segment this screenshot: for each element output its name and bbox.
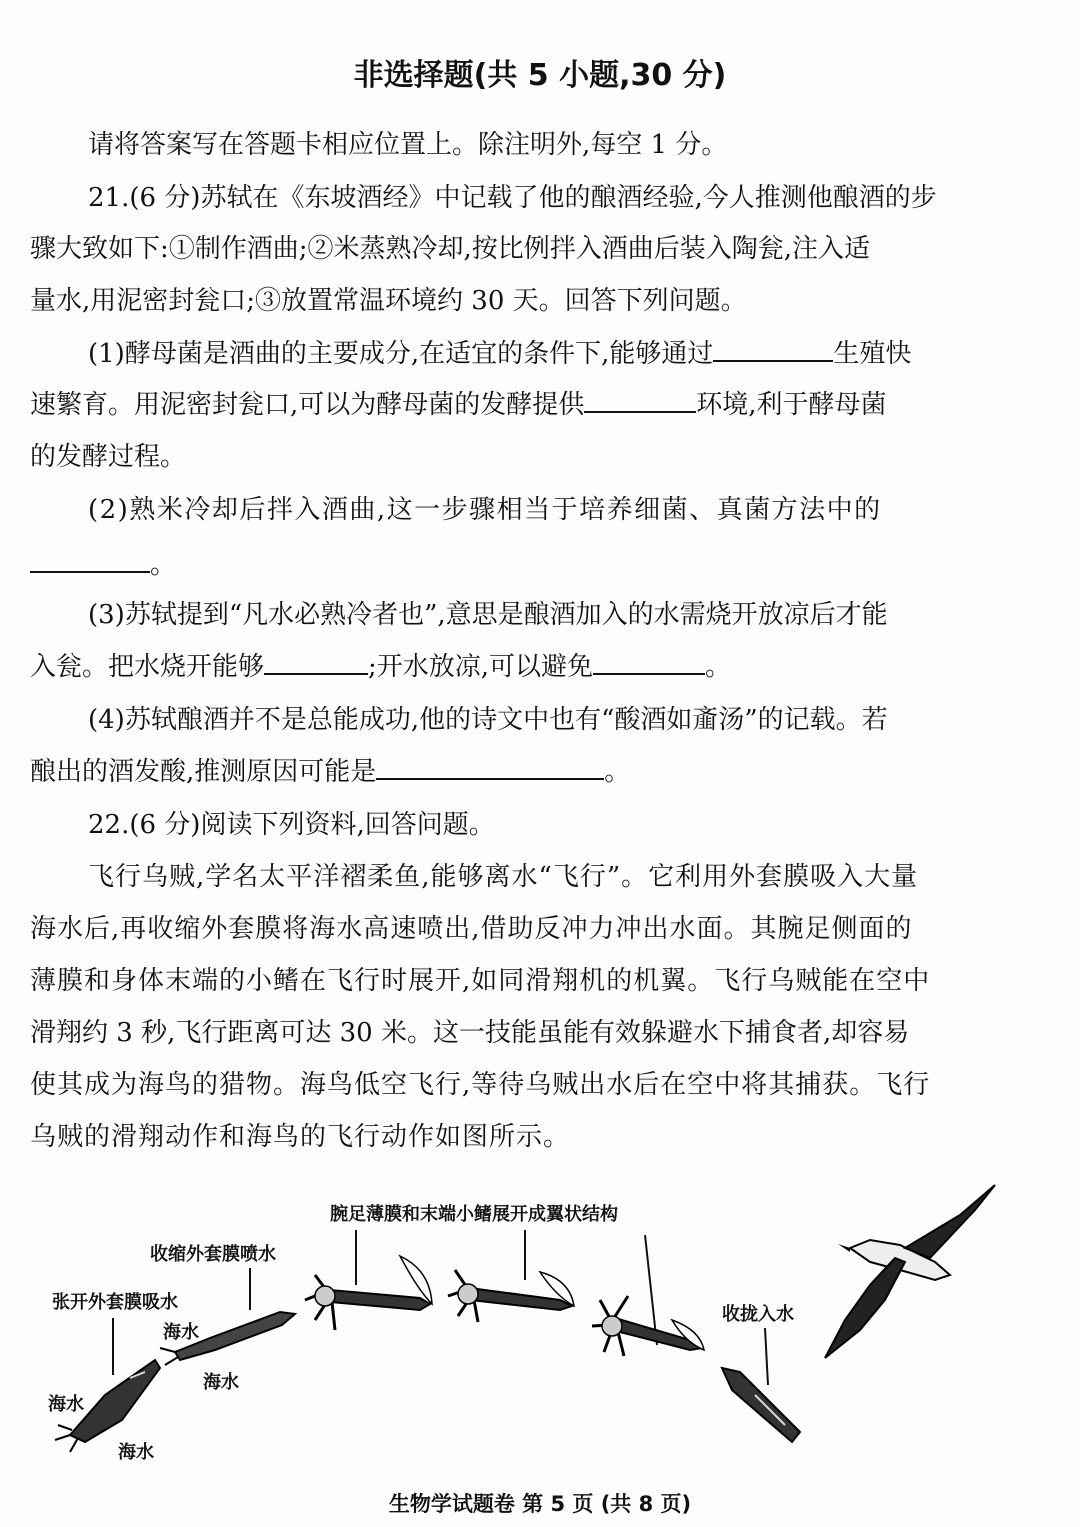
q21-part3-text-b: ;开水放凉,可以避免 xyxy=(368,652,594,682)
q21-part3-text-a: 入瓮。把水烧开能够 xyxy=(30,652,265,682)
seabird-icon xyxy=(825,1185,995,1358)
squid-gliding-icon-3 xyxy=(592,1296,704,1356)
q21-part4-line1: (4)苏轼酿酒并不是总能成功,他的诗文中也有“酸酒如齑汤”的记载。若 xyxy=(88,705,888,735)
squid-gliding-icon-1 xyxy=(305,1256,432,1330)
label-water-1: 海水 xyxy=(163,1322,199,1343)
q21-part1-text-b: 生殖快 xyxy=(833,339,912,369)
q21-line-3: 量水,用泥密封瓮口;③放置常温环境约 30 天。回答下列问题。 xyxy=(30,286,747,316)
q22-para-line-1: 飞行乌贼,学名太平洋褶柔鱼,能够离水“飞行”。它利用外套膜吸入大量 xyxy=(88,862,919,892)
squid-gliding-icon-2 xyxy=(448,1270,574,1322)
label-water-2: 海水 xyxy=(203,1372,239,1393)
q21-part4-text-a: 酿出的酒发酸,推测原因可能是 xyxy=(30,757,377,787)
page-footer: 生物学试题卷 第 5 页 (共 8 页) xyxy=(388,1492,692,1516)
q22-para-line-6: 乌贼的滑翔动作和海鸟的飞行动作如图所示。 xyxy=(30,1122,571,1152)
q21-part1-text-c: 速繁育。用泥密封瓮口,可以为酵母菌的发酵提供 xyxy=(30,390,585,420)
q21-part1-text-a: (1)酵母菌是酒曲的主要成分,在适宜的条件下,能够通过 xyxy=(88,339,714,369)
label-contract-mantle: 收缩外套膜喷水 xyxy=(150,1244,276,1265)
q22-para-line-5: 使其成为海鸟的猎物。海鸟低空飞行,等待乌贼出水后在空中将其捕获。飞行 xyxy=(30,1070,931,1100)
q22-line-1: 22.(6 分)阅读下列资料,回答问题。 xyxy=(88,810,495,840)
label-retract: 收拢入水 xyxy=(722,1304,794,1325)
label-water-4: 海水 xyxy=(118,1442,154,1463)
label-water-3: 海水 xyxy=(48,1394,84,1415)
q21-part3-end: 。 xyxy=(705,652,732,682)
q21-part2-end: 。 xyxy=(150,550,177,580)
q21-part4-end: 。 xyxy=(604,757,631,787)
q22-para-line-3: 薄膜和身体末端的小鳍在飞行时展开,如同滑翔机的机翼。飞行乌贼能在空中 xyxy=(30,966,931,996)
label-open-mantle: 张开外套膜吸水 xyxy=(52,1292,178,1313)
q21-part1-text-d: 环境,利于酵母菌 xyxy=(696,390,887,420)
q21-part3-line1: (3)苏轼提到“凡水必熟冷者也”,意思是酿酒加入的水需烧开放凉后才能 xyxy=(88,600,888,630)
q22-para-line-4: 滑翔约 3 秒,飞行距离可达 30 米。这一技能虽能有效躲避水下捕食者,却容易 xyxy=(30,1018,910,1048)
q21-line-1: 21.(6 分)苏轼在《东坡酒经》中记载了他的酿酒经验,今人推测他酿酒的步 xyxy=(88,183,937,213)
squid-diving-icon xyxy=(722,1368,800,1442)
q21-part1-line3: 的发酵过程。 xyxy=(30,442,187,472)
q22-para-line-2: 海水后,再收缩外套膜将海水高速喷出,借助反冲力冲出水面。其腕足侧面的 xyxy=(30,914,913,944)
q21-part2-line1: (2)熟米冷却后拌入酒曲,这一步骤相当于培养细菌、真菌方法中的 xyxy=(88,495,882,525)
pointer-line-6 xyxy=(765,1328,768,1385)
section-title: 非选择题(共 5 小题,30 分) xyxy=(353,58,727,93)
label-expand-wing: 腕足薄膜和末端小鳍展开成翼状结构 xyxy=(330,1204,618,1225)
instruction-text: 请将答案写在答题卡相应位置上。除注明外,每空 1 分。 xyxy=(88,130,728,160)
q21-line-2: 骤大致如下:①制作酒曲;②米蒸熟冷却,按比例拌入酒曲后装入陶瓮,注入适 xyxy=(30,234,871,264)
